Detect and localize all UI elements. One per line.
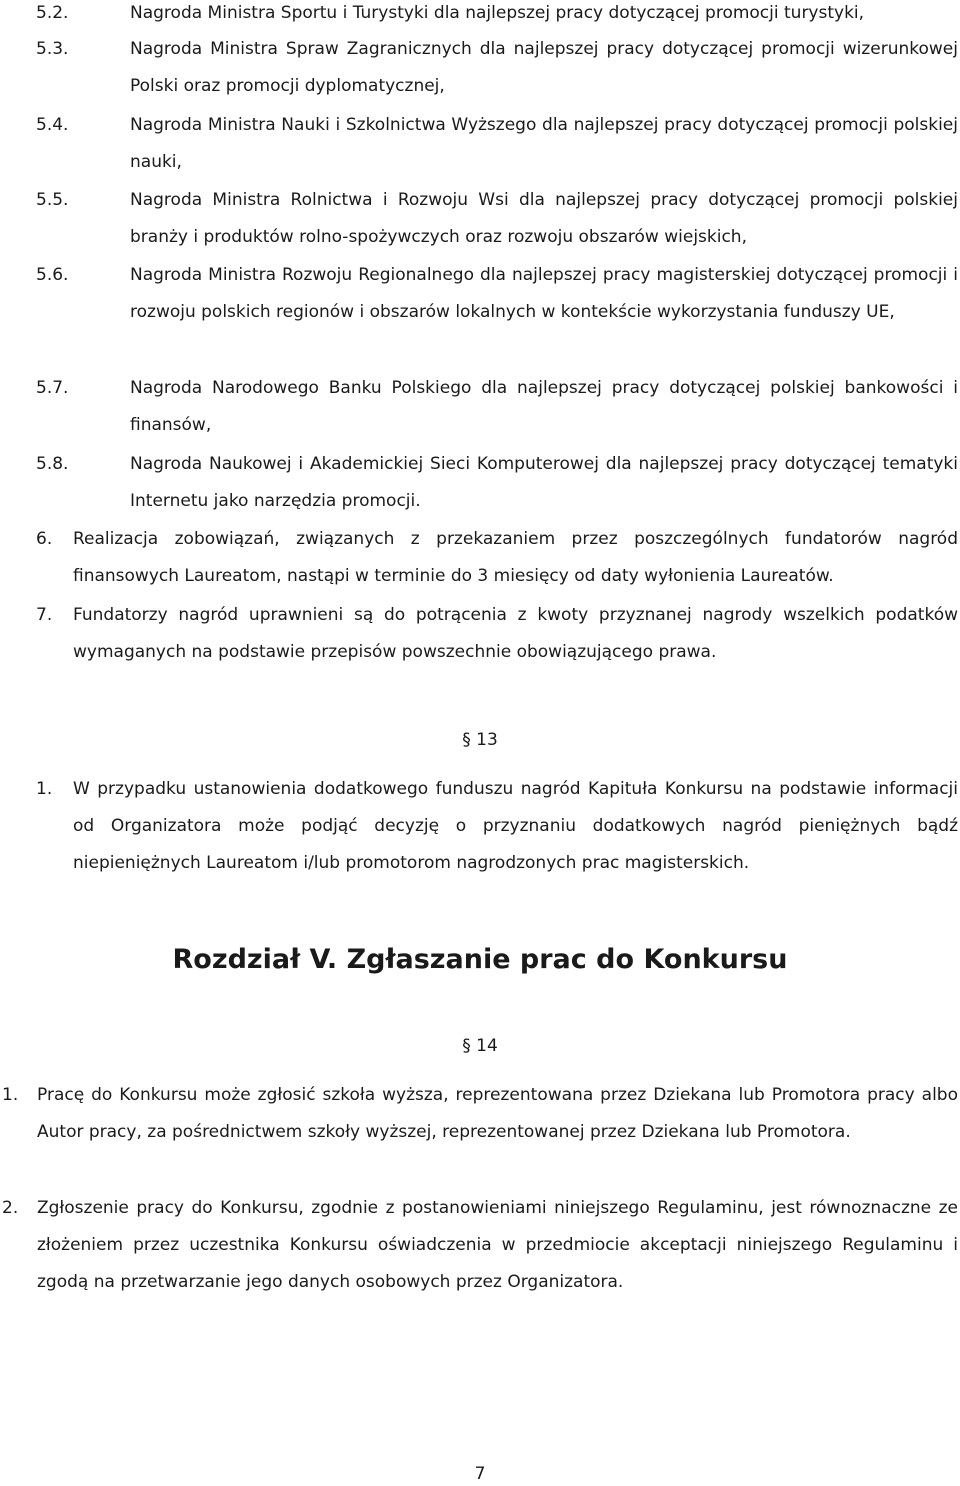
item-text: Nagroda Narodowego Banku Polskiego dla najlepszej pracy dotyczącej polskiej bankowości i finansów,: [130, 378, 958, 435]
paragraph-sign-13: § 13: [462, 730, 498, 750]
item-number: 5.6.: [36, 265, 69, 285]
item-text: Realizacja zobowiązań, związanych z przekazaniem przez poszczególnych fundatorów nagród finansowych Laureatom, nastąpi w terminie do 3 miesięcy od daty wyłonienia Laureatów.: [73, 529, 958, 586]
item-text: Nagroda Ministra Rolnictwa i Rozwoju Wsi dla najlepszej pracy dotyczącej promocji polskiej branży i produktów rolno-spożywczych oraz rozwoju obszarów wiejskich,: [130, 190, 958, 247]
item-text: Nagroda Naukowej i Akademickiej Sieci Komputerowej dla najlepszej pracy dotyczącej tematyki Internetu jako narzędzia promocji.: [130, 454, 958, 511]
item-text: W przypadku ustanowienia dodatkowego funduszu nagród Kapituła Konkursu na podstawie informacji od Organizatora może podjąć decyzję o przyznaniu dodatkowych nagród pieniężnych bądź niepieniężnych Laureatom i/lub promotorom nagrodzonych prac magisterskich.: [73, 779, 958, 873]
item-text: Nagroda Ministra Nauki i Szkolnictwa Wyższego dla najlepszej pracy dotyczącej promocji polskiej nauki,: [130, 115, 958, 172]
item-text: Nagroda Ministra Rozwoju Regionalnego dla najlepszej pracy magisterskiej dotyczącej promocji i rozwoju polskich regionów i obszarów lokalnych w kontekście wykorzystania funduszy UE,: [130, 265, 958, 322]
item-text: Zgłoszenie pracy do Konkursu, zgodnie z postanowieniami niniejszego Regulaminu, jest równoznaczne ze złożeniem przez uczestnika Konkursu oświadczenia w przedmiocie akceptacji niniejszego Regulaminu i zgodą na przetwarzanie jego danych osobowych przez Organizatora.: [37, 1198, 958, 1292]
item-text: Pracę do Konkursu może zgłosić szkoła wyższa, reprezentowana przez Dziekana lub Promotora pracy albo Autor pracy, za pośrednictwem szkoły wyższej, reprezentowanej przez Dziekana lub Promotora.: [37, 1085, 958, 1142]
item-number: 5.8.: [36, 454, 69, 474]
item-text: Nagroda Ministra Spraw Zagranicznych dla najlepszej pracy dotyczącej promocji wizerunkowej Polski oraz promocji dyplomatycznej,: [130, 39, 958, 96]
item-number: 2.: [2, 1198, 19, 1218]
item-number: 5.2.: [36, 3, 69, 23]
paragraph-sign-14: § 14: [462, 1036, 498, 1056]
item-number: 5.7.: [36, 378, 69, 398]
item-text: Nagroda Ministra Sportu i Turystyki dla najlepszej pracy dotyczącej promocji turystyki,: [130, 3, 865, 23]
chapter-title: Rozdział V. Zgłaszanie prac do Konkursu: [172, 944, 788, 975]
item-number: 5.3.: [36, 39, 69, 59]
item-number: 7.: [36, 605, 53, 625]
item-number: 5.5.: [36, 190, 69, 210]
item-number: 6.: [36, 529, 53, 549]
item-number: 5.4.: [36, 115, 69, 135]
item-text: Fundatorzy nagród uprawnieni są do potrącenia z kwoty przyznanej nagrody wszelkich podatków wymaganych na podstawie przepisów powszechnie obowiązującego prawa.: [73, 605, 958, 662]
item-number: 1.: [2, 1085, 19, 1105]
item-number: 1.: [36, 779, 53, 799]
page-number: 7: [474, 1464, 486, 1484]
